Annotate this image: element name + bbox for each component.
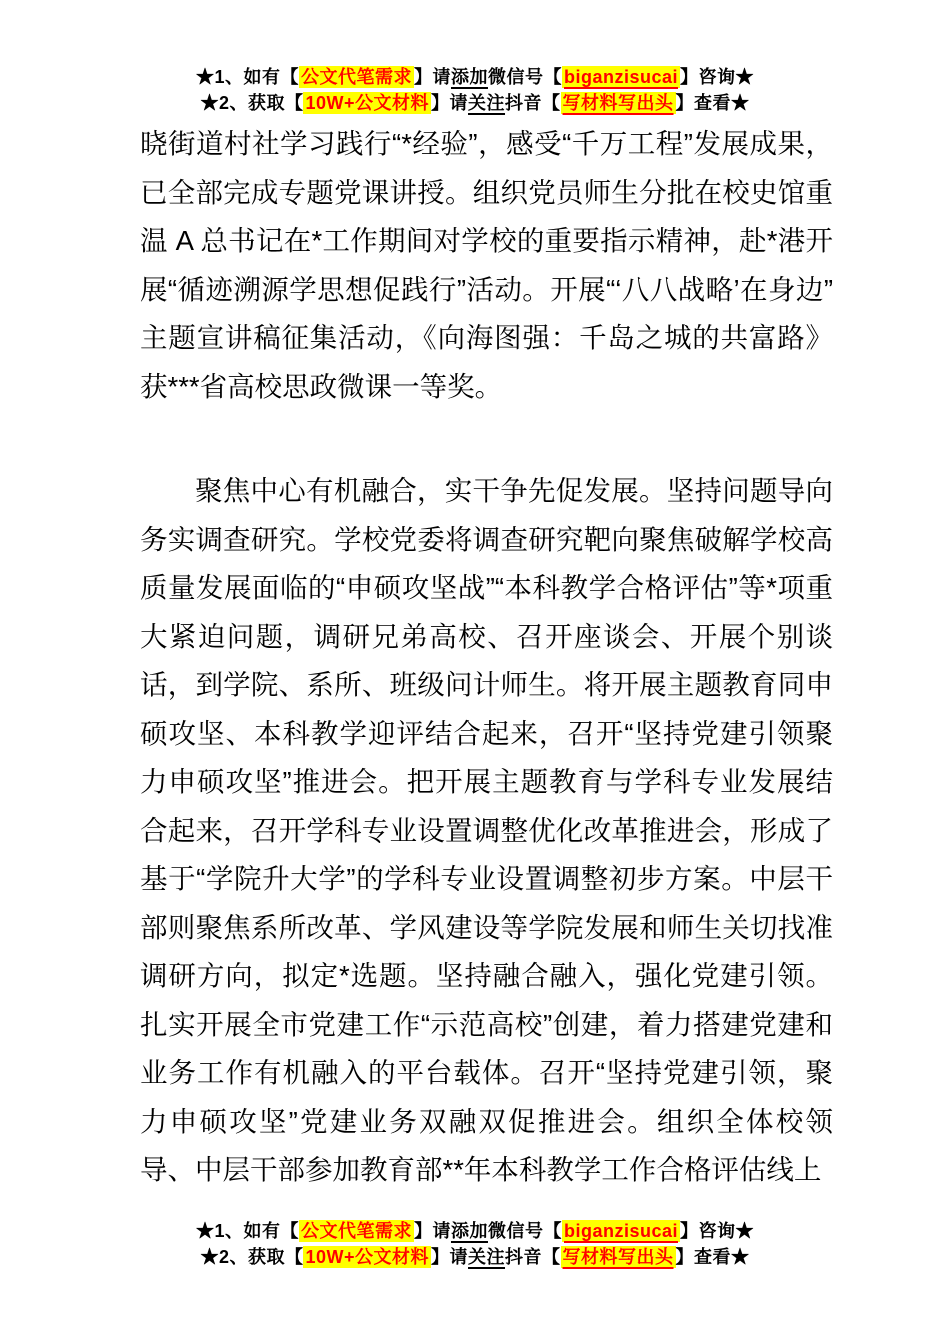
promo-mid-1b: 微信号【	[487, 67, 562, 87]
promo-prefix-2: ★2、获取【	[200, 1247, 304, 1267]
promo-line-1	[0, 1218, 950, 1244]
promo-prefix-2: ★2、获取【	[200, 93, 304, 113]
promo-mid-2b: 抖音【	[505, 93, 561, 113]
promo-suffix-2: 】查看★	[675, 1247, 750, 1267]
material-name-highlight: 10W+公文材料	[305, 93, 430, 113]
promo-mid-1b: 微信号【	[487, 1221, 562, 1241]
follow-action-underlined: 关注	[468, 1247, 506, 1267]
service-name-highlight: 公文代笔需求	[300, 67, 412, 87]
promo-mid-1a: 】请	[413, 1221, 451, 1241]
material-name-highlight: 10W+公文材料	[305, 1247, 430, 1267]
promo-mid-2b: 抖音【	[505, 1247, 561, 1267]
wechat-id-highlight: biganzisucai	[563, 67, 679, 87]
wechat-id-highlight: biganzisucai	[563, 1221, 679, 1241]
follow-action-underlined: 关注	[468, 93, 506, 113]
promo-banner-top	[0, 0, 950, 116]
promo-suffix-2: 】查看★	[675, 93, 750, 113]
douyin-handle-highlight: 写材料写出头	[562, 93, 674, 113]
document-body	[0, 120, 950, 1195]
promo-prefix-1: ★1、如有【	[195, 67, 299, 87]
promo-suffix-1: 】咨询★	[680, 67, 755, 87]
service-name-highlight: 公文代笔需求	[300, 1221, 412, 1241]
paragraph: 晓街道村社学习践行“*经验”，感受“千万工程”发展成果，已全部完成专题党课讲授。组织党员师生分批在校史馆重温 A 总书记在*工作期间对学校的重要指示精神，赴*港开展“循迹溯源学思想促践行”活动。开展“‘八八战略’在身边”主题宣讲稿征集活动，《向海图强：千岛之城的共富路》获***省高校思政微课一等奖。	[140, 128, 833, 402]
promo-banner-bottom	[0, 1218, 950, 1344]
paragraph: 聚焦中心有机融合，实干争先促发展。坚持问题导向务实调查研究。学校党委将调查研究靶向聚焦破解学校高质量发展面临的“申硕攻坚战”“本科教学合格评估”等*项重大紧迫问题，调研兄弟高校、召开座谈会、开展个别谈话，到学院、系所、班级问计师生。将开展主题教育同申硕攻坚、本科教学迎评结合起来，召开“坚持党建引领聚力申硕攻坚”推进会。把开展主题教育与学科专业发展结合起来，召开学科专业设置调整优化改革推进会，形成了基于“学院升大学”的学科专业设置调整初步方案。中层干部则聚焦系所改革、学风建设等学院发展和师生关切找准调研方向，拟定*选题。坚持融合融入，强化党建引领。扎实开展全市党建工作“示范高校”创建，着力搭建党建和业务工作有机融入的平台载体。召开“坚持党建引领，聚力申硕攻坚”党建业务双融双促推进会。组织全体校领导、中层干部参加教育部**年本科教学工作合格评估线上	[140, 475, 833, 1185]
promo-mid-1a: 】请	[413, 67, 451, 87]
promo-line-1	[0, 64, 950, 90]
promo-mid-2a: 】请	[431, 93, 469, 113]
add-action-underlined: 添加	[450, 1221, 488, 1241]
promo-line-2	[0, 90, 950, 116]
promo-suffix-1: 】咨询★	[680, 1221, 755, 1241]
douyin-handle-highlight: 写材料写出头	[562, 1247, 674, 1267]
promo-prefix-1: ★1、如有【	[195, 1221, 299, 1241]
promo-mid-2a: 】请	[431, 1247, 469, 1267]
promo-line-2	[0, 1244, 950, 1270]
add-action-underlined: 添加	[450, 67, 488, 87]
